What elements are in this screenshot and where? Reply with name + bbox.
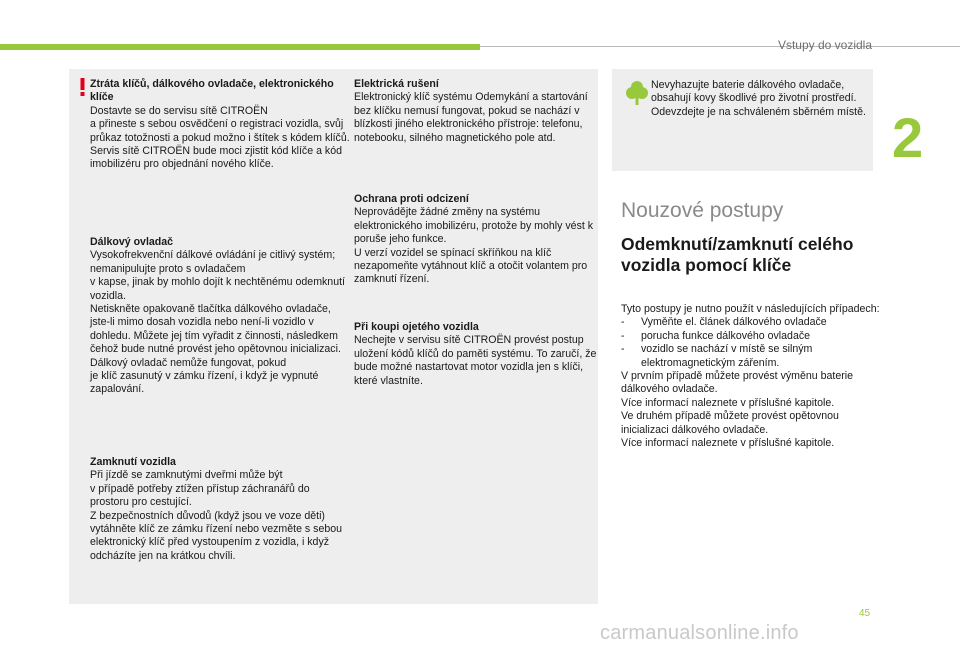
- block-used-vehicle: [354, 321, 597, 388]
- block-body: Dostavte se do servisu sítě CITROËN a přineste s sebou osvědčení o registraci vozidla, svůj průkaz totožnosti a pokud možno i štítek s kódem klíčů. Servis sítě CITROËN bude moci zjistit kód klíče a kód imobilizéru pro objednání nového klíče.: [90, 104, 350, 171]
- header-accent-bar: [0, 44, 480, 50]
- list-item: - porucha funkce dálkového ovladače: [621, 330, 881, 343]
- subheading: Odemknutí/zamknutí celého vozidla pomocí klíče: [621, 234, 854, 275]
- block-body: Elektronický klíč systému Odemykání a startování bez klíčku nemusí fungovat, pokud se nachází v blízkosti jiného elektronického přístroje: telefonu, notebooku, silného magnetického pole atd.: [354, 91, 588, 144]
- paragraph: Více informací naleznete v příslušné kapitole.: [621, 396, 835, 409]
- leaf-icon: [626, 80, 648, 106]
- paragraph: V prvním případě můžete provést výměnu baterie dálkového ovladače.: [621, 370, 853, 396]
- block-interference: [354, 78, 597, 145]
- block-title: Ochrana proti odcizení: [354, 193, 469, 205]
- block-body: Vysokofrekvenční dálkové ovládání je citlivý systém; nemanipulujte proto s ovladačem v kapse, jinak by mohlo dojít k nechtěnému odemknutí vozidla. Netiskněte opakovaně tlačítka dálkového ovladače, jste-li mimo dosah vozidla nebo není-li vozidlo v dohledu. Můžete jej tím vyřadit z činnosti, následkem čehož bude nutné provést jeho opětovnou inicializaci. Dálkový ovladač nemůže fungovat, pokud je klíč zasunutý v zámku řízení, i když je vypnuté zapalování.: [90, 249, 345, 396]
- header-rule: [480, 46, 960, 47]
- paragraph: Více informací naleznete v příslušné kapitole.: [621, 437, 835, 450]
- section-title: Vstupy do vozidla: [777, 38, 872, 52]
- exclamation-icon: [80, 78, 85, 96]
- block-anti-theft: [354, 193, 597, 287]
- block-title: Ztráta klíčů, dálkového ovladače, elektronického klíče: [90, 78, 334, 104]
- watermark: carmanualsonline.info: [600, 622, 799, 644]
- chapter-number: 2: [892, 106, 924, 169]
- eco-note: Nevyhazujte baterie dálkového ovladače, obsahují kovy škodlivé pro životní prostředí. Odevzdejte je na schváleném sběrném místě.: [651, 79, 866, 118]
- block-locking: [90, 456, 350, 563]
- block-title: Elektrická rušení: [354, 78, 439, 90]
- block-key-loss: [90, 78, 350, 172]
- intro-text: Tyto postupy je nutno použít v následujících případech:: [621, 303, 880, 315]
- block-body: Neprovádějte žádné změny na systému elektronického imobilizéru, protože by mohly vést k poruše jeho funkce. U verzí vozidel se spínací skříňkou na klíč nezapomeňte vytáhnout klíč a otočit volantem pro zamknutí řízení.: [354, 206, 594, 286]
- block-body: Při jízdě se zamknutými dveřmi může být v případě potřeby ztížen přístup záchranářů do prostoru pro cestující. Z bezpečnostních důvodů (když jsou ve voze děti) vytáhněte klíč ze zámku řízení nebo vezměte s sebou elektronický klíč před vystoupením z vozidla, i když odcházíte jen na krátkou chvíli.: [90, 469, 343, 562]
- block-body: Nechejte v servisu sítě CITROËN provést postup uložení kódů klíčů do paměti systému. To zaručí, že bude možné nastartovat motor vozidla jen s klíči, které vlastníte.: [354, 334, 597, 387]
- list-item: - vozidlo se nachází v místě se silným elektromagnetickým zářením.: [621, 343, 881, 370]
- paragraph: Ve druhém případě můžete provést opětovnou inicializaci dálkového ovladače.: [621, 410, 839, 436]
- section-heading: Nouzové postupy: [621, 199, 784, 222]
- case-list: [621, 316, 881, 370]
- block-remote: [90, 236, 350, 397]
- block-title: Při koupi ojetého vozidla: [354, 321, 479, 333]
- procedure-text: [621, 303, 881, 450]
- page-number: 45: [859, 608, 871, 619]
- block-title: Dálkový ovladač: [90, 236, 174, 248]
- block-title: Zamknutí vozidla: [90, 456, 176, 468]
- list-item: - Vyměňte el. článek dálkového ovladače: [621, 316, 881, 329]
